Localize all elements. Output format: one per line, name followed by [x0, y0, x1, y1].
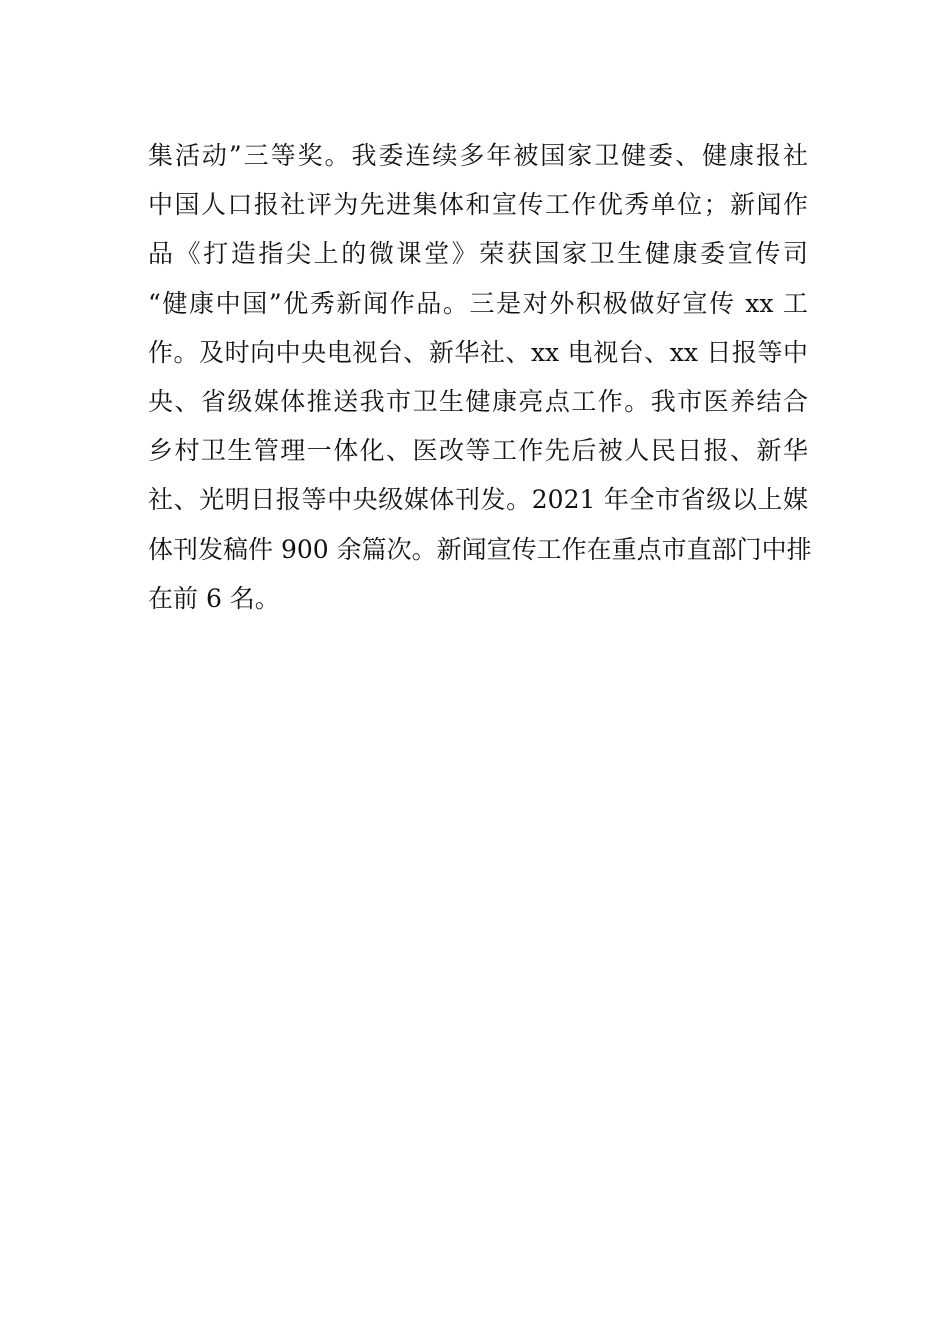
paragraph: [148, 131, 812, 623]
text-line: 社、光明日报等中央级媒体刊发。2021 年全市省级以上媒: [148, 485, 808, 515]
text-line: 作。及时向中央电视台、新华社、xx 电视台、xx 日报等中: [148, 337, 808, 367]
text-line: 央、省级媒体推送我市卫生健康亮点工作。我市医养结合: [148, 386, 808, 416]
text-line: 中国人口报社评为先进集体和宣传工作优秀单位；新闻作: [148, 190, 808, 220]
text-line: 在前 6 名。: [148, 583, 280, 613]
text-line: “健康中国”优秀新闻作品。三是对外积极做好宣传 xx 工: [148, 288, 808, 318]
text-line: 集活动”三等奖。我委连续多年被国家卫健委、健康报社: [148, 141, 808, 170]
text-line: 体刊发稿件 900 余篇次。新闻宣传工作在重点市直部门中排: [148, 534, 812, 564]
text-line: 品《打造指尖上的微课堂》荣获国家卫生健康委宣传司: [148, 239, 808, 269]
text-line: 乡村卫生管理一体化、医改等工作先后被人民日报、新华: [148, 436, 808, 466]
